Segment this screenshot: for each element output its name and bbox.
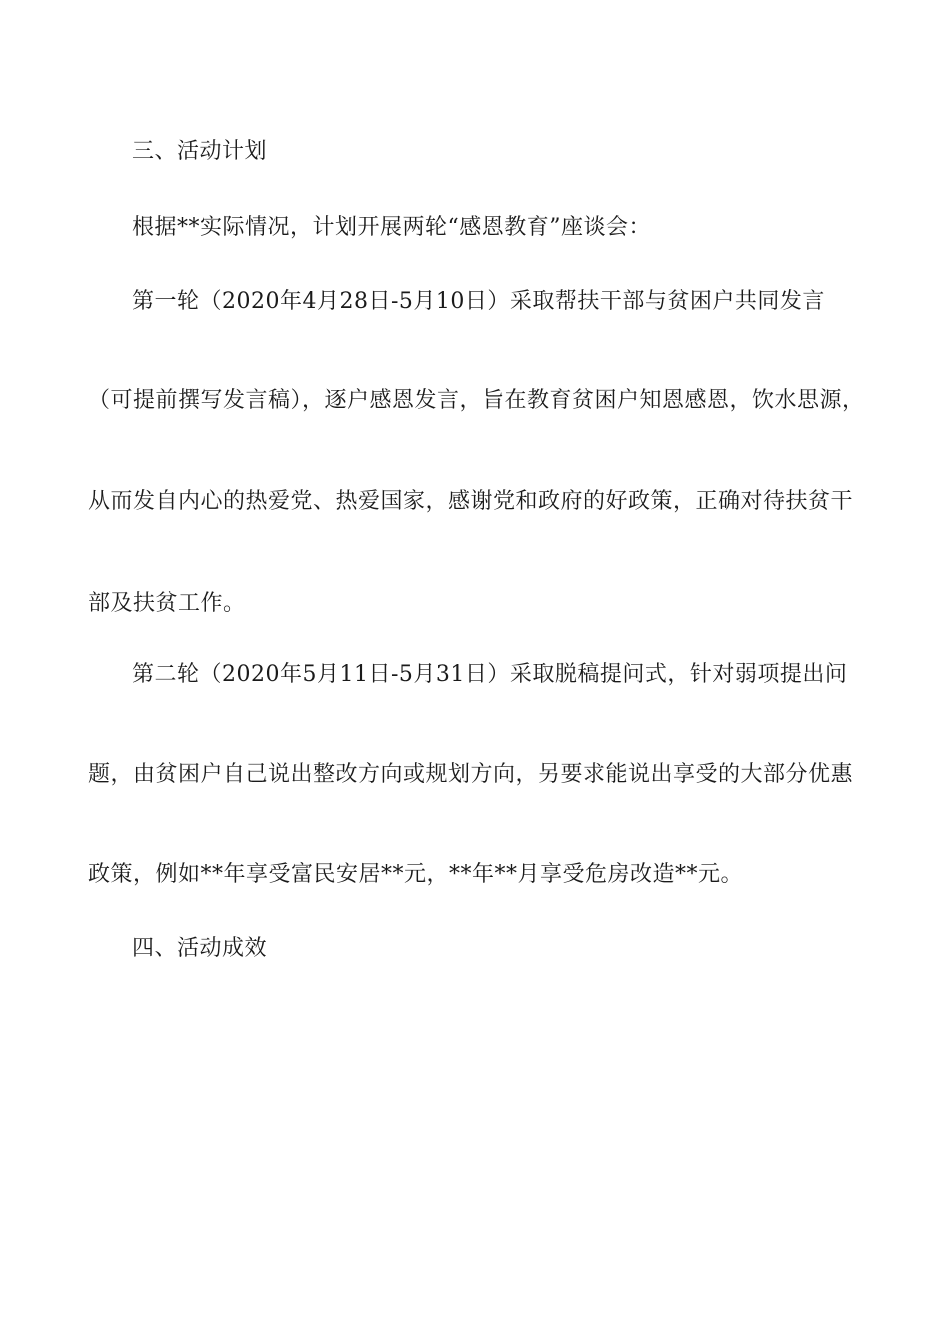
section-heading-activity-results: 四、活动成效 <box>132 936 268 961</box>
intro-paragraph: 根据**实际情况，计划开展两轮“感恩教育”座谈会： <box>132 215 651 240</box>
round2-line3: 政策，例如**年享受富民安居**元，**年**月享受危房改造**元。 <box>88 862 744 887</box>
round1-line3: 从而发自内心的热爱党、热爱国家，感谢党和政府的好政策，正确对待扶贫干 <box>88 489 854 514</box>
round1-line4: 部及扶贫工作。 <box>88 591 246 616</box>
round2-line1: 第二轮（2020年5月11日-5月31日）采取脱稿提问式，针对弱项提出问 <box>132 662 848 687</box>
round2-line2: 题，由贫困户自己说出整改方向或规划方向，另要求能说出享受的大部分优惠 <box>88 762 854 787</box>
round1-line2: （可提前撰写发言稿），逐户感恩发言，旨在教育贫困户知恩感恩，饮水思源， <box>88 388 865 413</box>
round1-line1: 第一轮（2020年4月28日-5月10日）采取帮扶干部与贫困户共同发言 <box>132 289 825 314</box>
section-heading-activity-plan: 三、活动计划 <box>132 139 268 164</box>
